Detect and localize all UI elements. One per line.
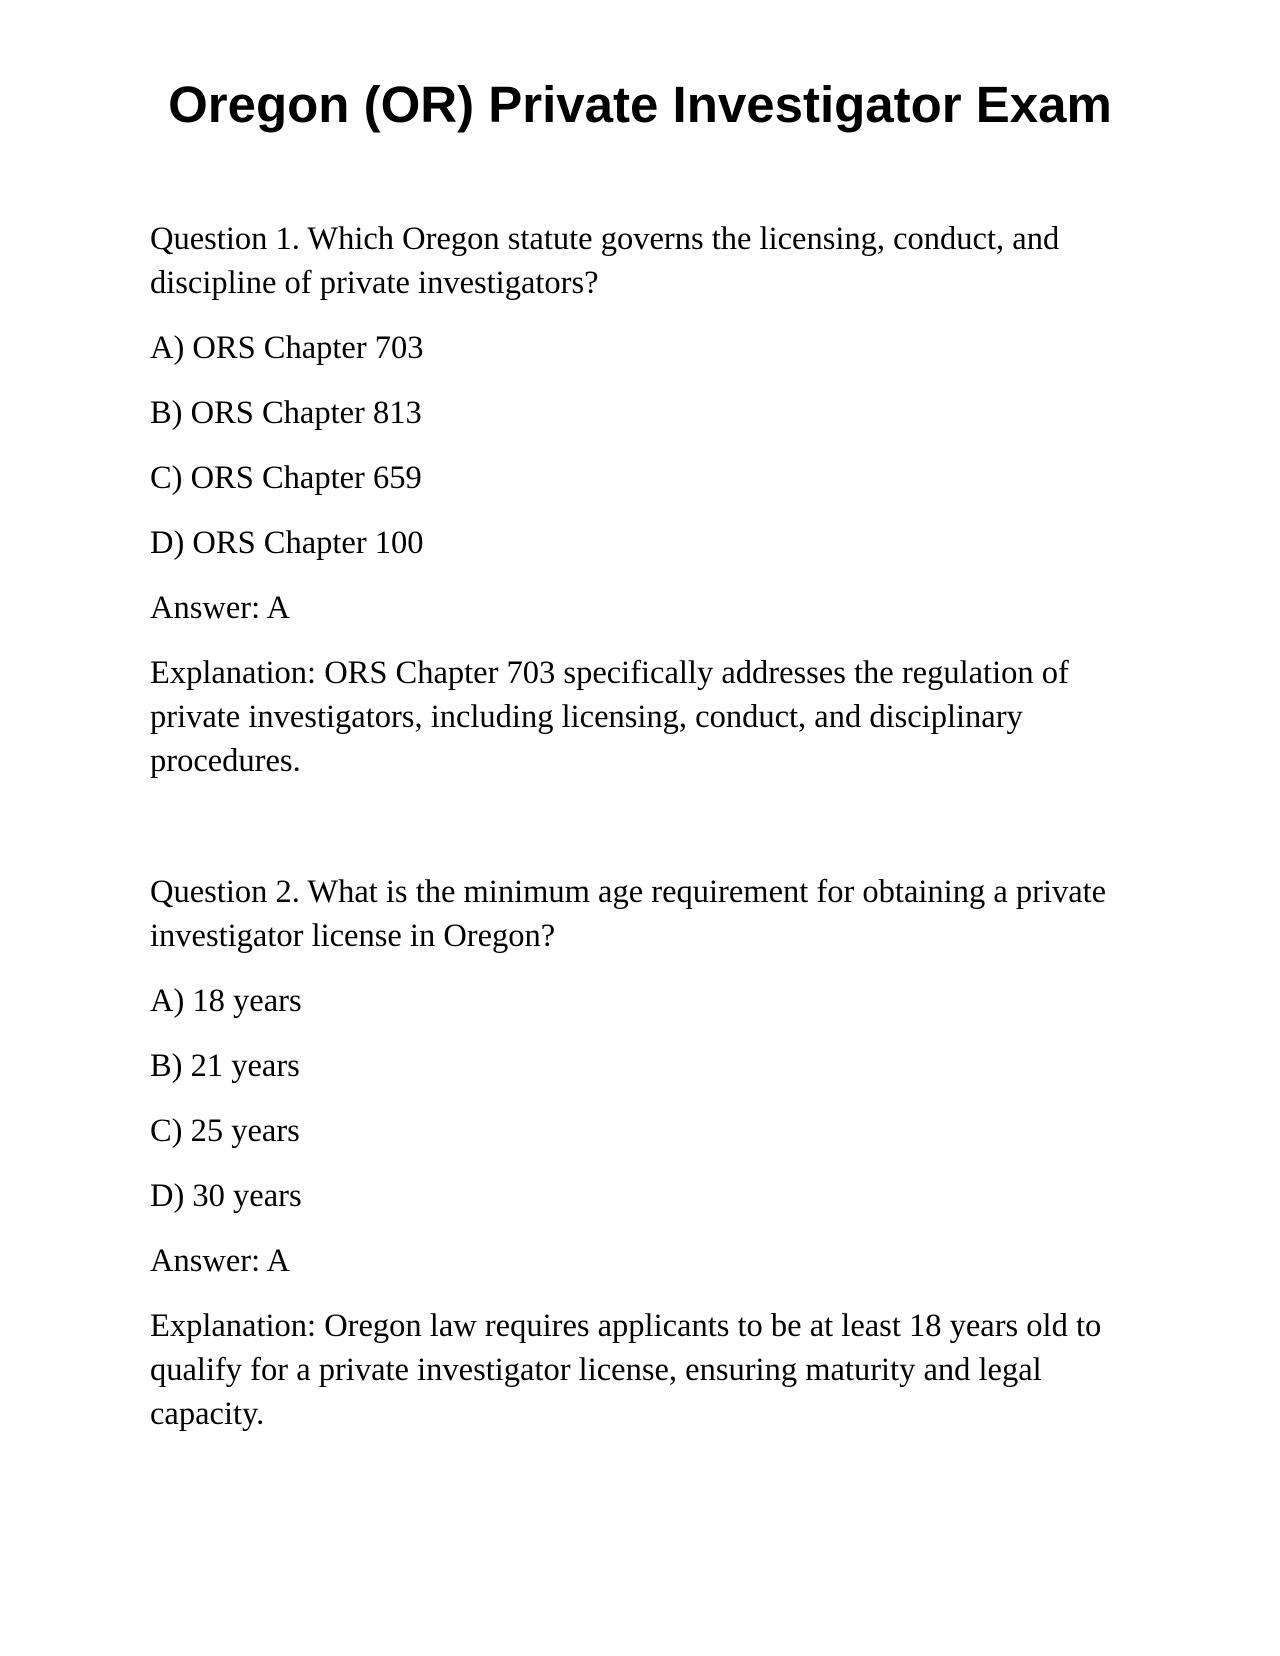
question-text: Question 2. What is the minimum age requirement for obtaining a private investigator license in Oregon? — [150, 874, 1107, 954]
option-b: B) 21 years — [150, 1048, 300, 1084]
option-d: D) ORS Chapter 100 — [150, 525, 424, 561]
option-d: D) 30 years — [150, 1178, 302, 1214]
document-title: Oregon (OR) Private Investigator Exam — [168, 76, 1112, 133]
question-2 — [150, 870, 1120, 1436]
answer-text: Answer: A — [150, 1243, 290, 1279]
option-a: A) 18 years — [150, 983, 302, 1019]
answer-text: Answer: A — [150, 590, 290, 626]
option-a: A) ORS Chapter 703 — [150, 330, 424, 366]
explanation-text: Explanation: Oregon law requires applicants to be at least 18 years old to qualify for a private investigator license, ensuring maturity and legal capacity. — [150, 1308, 1102, 1432]
explanation-text: Explanation: ORS Chapter 703 specifically addresses the regulation of private investigators, including licensing, conduct, and disciplinary procedures. — [150, 655, 1069, 779]
question-text: Question 1. Which Oregon statute governs the licensing, conduct, and discipline of private investigators? — [150, 221, 1060, 301]
option-c: C) ORS Chapter 659 — [150, 460, 422, 496]
question-1 — [150, 217, 1120, 783]
option-c: C) 25 years — [150, 1113, 300, 1149]
option-b: B) ORS Chapter 813 — [150, 395, 422, 431]
